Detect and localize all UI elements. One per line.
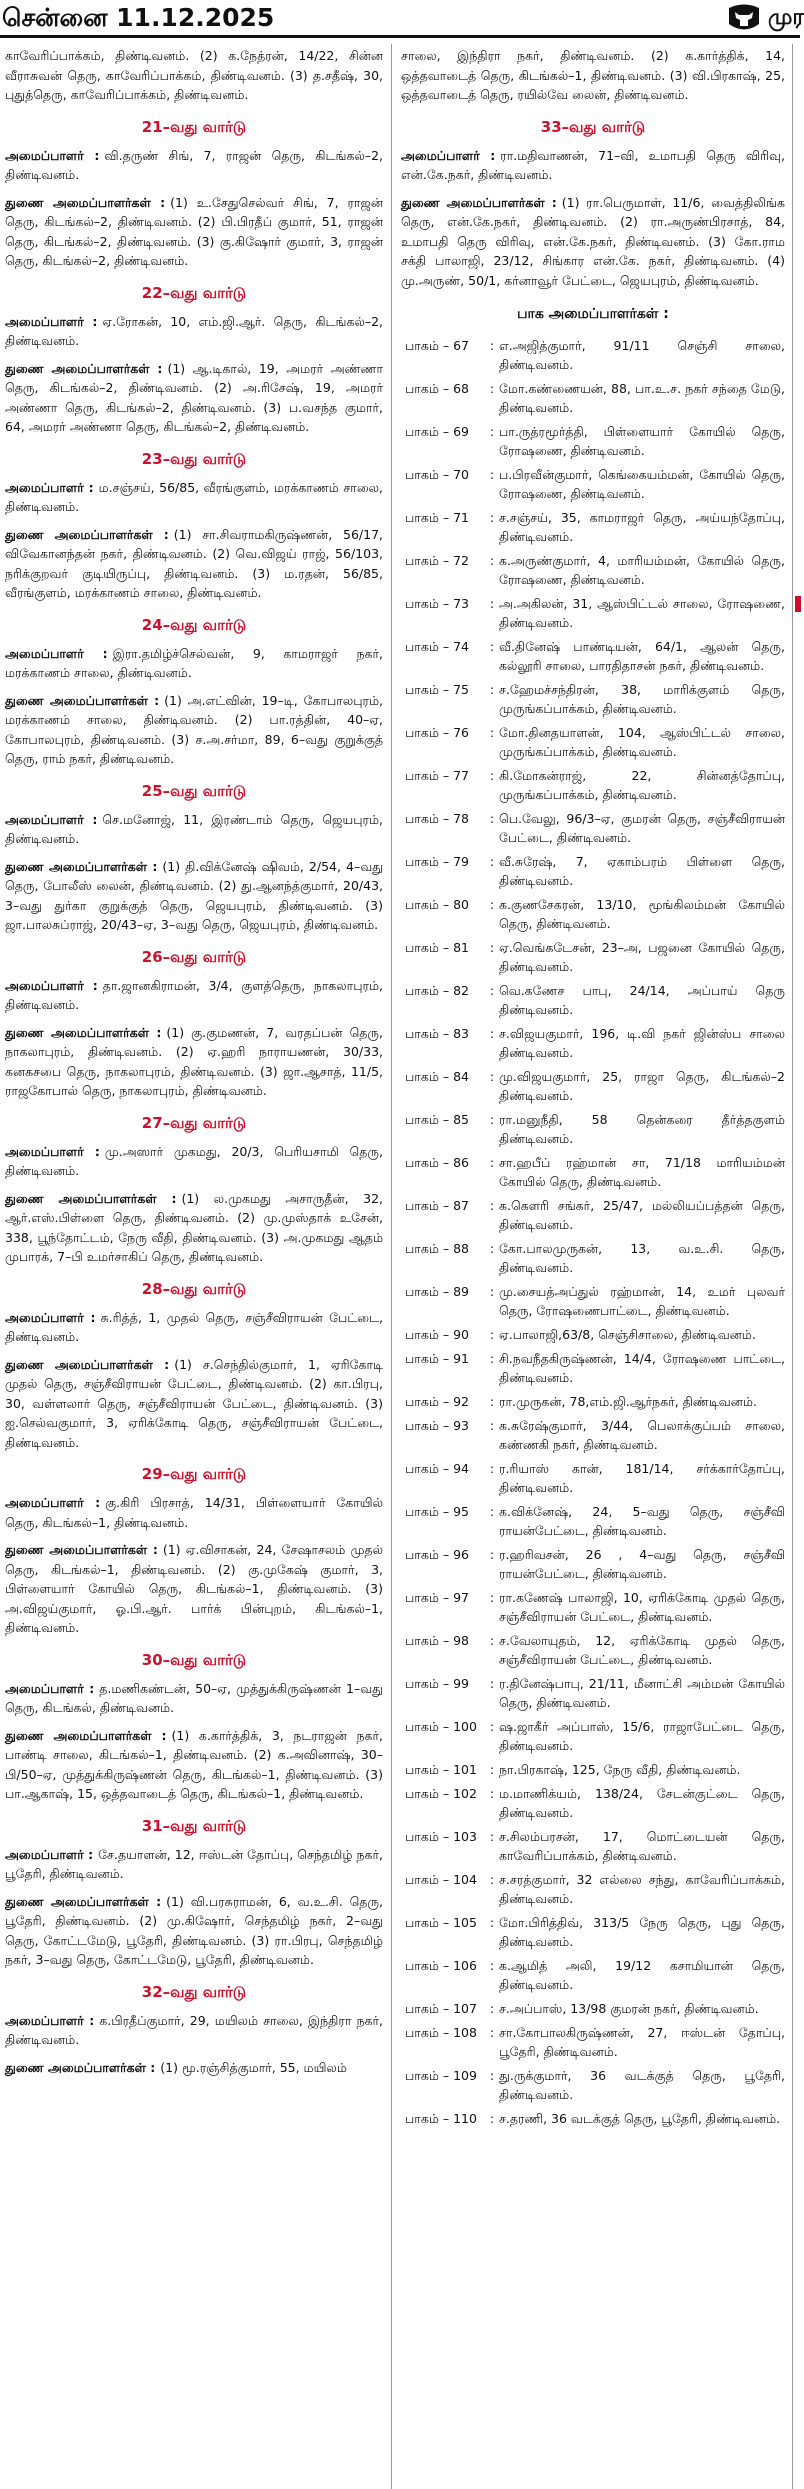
ward-deputies <box>5 359 383 437</box>
ward-block <box>5 1279 383 1453</box>
booth-row <box>401 1349 785 1387</box>
booth-row <box>401 508 785 546</box>
deputies-text: (1) ச.செந்தில்குமார், 1, ஏரிகோடி முதல் தெரு, சஞ்சீவிராயன் பேட்டை, திண்டிவனம். (2) கா.பிரபு, 30, வள்ளலார் தெரு, சஞ்சீவிராயன் பேட்டை, திண்டிவனம். (3) ஐ.செல்வகுமார், 3, ஏரிக்கோடி தெரு, சஞ்சீவிராயன் பேட்டை, திண்டிவனம். <box>5 1356 383 1450</box>
booth-organizer-text: ம.மாணிக்யம், 138/24, சேடன்குட்டை தெரு, திண்டிவனம். <box>499 1786 785 1820</box>
ward-organizer <box>5 1679 383 1718</box>
booth-organizer-text: வீ.தினேஷ் பாண்டியன், 64/1, ஆலன் தெரு, கல்லூரி சாலை, பாரதிதாசன் நகர், திண்டிவனம். <box>499 639 785 673</box>
booth-number: பாகம் – 81 <box>405 940 469 955</box>
booth-organizer-text: மு.விஜயகுமார், 25, ராஜா தெரு, கிடங்கல்–2 திண்டிவனம். <box>499 1069 785 1103</box>
booth-organizer-text: மோ.பிரித்திவ், 313/5 நேரு தெரு, புது தெரு, திண்டிவனம். <box>499 1915 785 1949</box>
booth-row <box>401 594 785 632</box>
booth-separator: : <box>489 1676 495 1691</box>
booth-separator: : <box>489 1394 495 1409</box>
booth-row <box>401 637 785 675</box>
booth-row <box>401 1827 785 1865</box>
booth-row <box>401 1913 785 1951</box>
ward-block <box>5 1113 383 1267</box>
deputies-label: துணை அமைப்பாளர்கள் : <box>5 2059 156 2075</box>
booth-number: பாகம் – 87 <box>405 1198 469 1213</box>
ward-block <box>5 1650 383 1804</box>
deputies-text: (1) உ.சேதுசெல்வர் சிங், 7, ராஜன் தெரு, கிடங்கல்–2, திண்டிவனம். (2) பி.பிரதீப் குமார், 51, ராஜன் தெரு, கிடங்கல்–2, திண்டிவனம். (3) கு.கிஷோர் குமார், 3, ராஜன் தெரு, கிடங்கல்–2, திண்டிவனம். <box>5 194 383 268</box>
booth-separator: : <box>489 2111 495 2126</box>
organizer-label: அமைப்பாளர் : <box>5 977 98 993</box>
ward-organizer <box>5 976 383 1015</box>
booth-row <box>401 1717 785 1755</box>
booth-number: பாகம் – 98 <box>405 1633 469 1648</box>
booth-separator: : <box>489 1547 495 1562</box>
booth-row <box>401 1502 785 1540</box>
booth-organizer-text: ச.வேலாயுதம், 12, ஏரிக்கோடி முதல் தெரு, சஞ்சீவிராயன் பேட்டை, திண்டிவனம். <box>499 1633 785 1667</box>
booth-organizer-text: மு.சையத்அப்துல் ரஹ்மான், 14, உமர் புலவர் தெரு, ரோஷணைபாட்டை, திண்டிவனம். <box>499 1284 785 1318</box>
booth-separator: : <box>489 2025 495 2040</box>
booth-number: பாகம் – 104 <box>405 1872 477 1887</box>
booth-organizer-text: எ.அஜித்குமார், 91/11 செஞ்சி சாலை, திண்டிவனம். <box>499 338 785 372</box>
booth-separator: : <box>489 596 495 611</box>
booth-organizer-text: சா.கோபாலகிருஷ்ணன், 27, ஈஸ்டன் தோப்பு, பூதேரி, திண்டிவனம். <box>499 2025 785 2059</box>
booth-number: பாகம் – 110 <box>405 2111 477 2126</box>
booth-separator: : <box>489 338 495 353</box>
booth-number: பாகம் – 91 <box>405 1351 469 1366</box>
booth-organizer-text: நா.பிரகாஷ், 125, நேரு வீதி, திண்டிவனம். <box>499 1762 741 1777</box>
organizer-text: ம.சஞ்சய், 56/85, வீரங்குளம், மரக்காணம் சாலை, திண்டிவனம். <box>5 479 384 514</box>
deputies-label: துணை அமைப்பாளர்கள் : <box>5 360 163 376</box>
booth-number: பாகம் – 72 <box>405 553 469 568</box>
ward-deputies <box>5 1726 383 1804</box>
booth-separator: : <box>489 854 495 869</box>
booth-row <box>401 1674 785 1712</box>
booth-row <box>401 1153 785 1191</box>
organizer-text: மு.அஸார் முகமது, 20/3, பெரியசாமி தெரு, திண்டிவனம். <box>5 1143 383 1178</box>
city-date: சென்னை 11.12.2025 <box>2 3 275 32</box>
ward-block <box>5 117 383 271</box>
booth-organizer-text: ச.சரத்குமார், 32 எல்லை சந்து, காவேரிப்பாக்கம், திண்டிவனம். <box>499 1872 785 1906</box>
booth-organizer-text: கோ.பாலமுருகன், 13, வ.உ.சி. தெரு, திண்டிவனம். <box>499 1241 785 1275</box>
booth-row <box>401 1392 785 1411</box>
booth-number: பாகம் – 102 <box>405 1786 477 1801</box>
booth-organizer-text: ச.சஞ்சய், 35, காமராஜர் தெரு, அய்யந்தோப்பு, திண்டிவனம். <box>499 510 785 544</box>
booth-number: பாகம் – 94 <box>405 1461 469 1476</box>
booth-row <box>401 680 785 718</box>
booth-number: பாகம் – 80 <box>405 897 469 912</box>
organizer-text: த.மணிகண்டன், 50–ஏ, முத்துக்கிருஷ்ணன் 1–வது தெரு, கிடங்கல், திண்டிவனம். <box>5 1680 383 1715</box>
ward-block <box>401 117 785 291</box>
ward-organizer <box>5 1493 383 1532</box>
ward-heading: 21–வது வார்டு <box>141 117 247 136</box>
organizer-label: அமைப்பாளர் : <box>5 1143 100 1159</box>
booth-number: பாகம் – 76 <box>405 725 469 740</box>
booth-separator: : <box>489 1829 495 1844</box>
ward-deputies <box>5 857 383 935</box>
booth-row <box>401 1784 785 1822</box>
booth-row <box>401 422 785 460</box>
booth-number: பாகம் – 73 <box>405 596 469 611</box>
ward-deputies <box>401 193 785 291</box>
booth-number: பாகம் – 74 <box>405 639 469 654</box>
continued-text: காவேரிப்பாக்கம், திண்டிவனம். (2) க.நேத்ரன், 14/22, சின்ன வீராசுவன் தெரு, காவேரிப்பாக்கம், திண்டிவனம். (3) த.சதீஷ், 30, புதுத்தெரு, காவேரிப்பாக்கம், திண்டிவனம். <box>5 48 383 102</box>
booth-separator: : <box>489 1786 495 1801</box>
ward-block <box>5 615 383 769</box>
booth-separator: : <box>489 639 495 654</box>
booth-row <box>401 1631 785 1669</box>
ward-block <box>5 947 383 1101</box>
booth-row <box>401 981 785 1019</box>
organizer-text: செ.மனோஜ், 11, இரண்டாம் தெரு, ஜெயபுரம், திண்டிவனம். <box>5 811 383 846</box>
booth-organizer-text: பெ.வேலு, 96/3–ஏ, குமரன் தெரு, சஞ்சீவிராயன் பேட்டை, திண்டிவனம். <box>499 811 785 845</box>
booth-separator: : <box>489 1461 495 1476</box>
booth-organizer-text: ச.விஜயகுமார், 196, டி.வி நகர் ஜின்ஸ்ப சாலை திண்டிவனம். <box>499 1026 785 1060</box>
booth-organizer-text: ஷ.ஜாகீர் அப்பாஸ், 15/6, ராஜாபேட்டை தெரு, திண்டிவனம். <box>499 1719 785 1753</box>
booth-number: பாகம் – 96 <box>405 1547 469 1562</box>
booth-organizer-text: ச.தரணி, 36 வடக்குத் தெரு, பூதேரி, திண்டிவனம். <box>499 2111 781 2126</box>
booth-row <box>401 1325 785 1344</box>
booth-organizer-text: கி.மோகன்ராஜ், 22, சின்னத்தோப்பு, முருங்கப்பாக்கம், திண்டிவனம். <box>499 768 785 802</box>
ward-heading: 24–வது வார்டு <box>141 615 247 634</box>
ward-deputies <box>5 691 383 769</box>
booth-separator: : <box>489 682 495 697</box>
booth-separator: : <box>489 1026 495 1041</box>
ward-organizer <box>5 2011 383 2050</box>
deputies-label: துணை அமைப்பாளர்கள் : <box>5 1727 167 1743</box>
ward-block <box>5 1816 383 1970</box>
booth-row <box>401 2066 785 2104</box>
booth-row <box>401 1024 785 1062</box>
booth-organizer-text: து.ருக்குமார், 36 வடக்குத் தெரு, பூதேரி, திண்டிவனம். <box>499 2068 785 2102</box>
organizer-label: அமைப்பாளர் : <box>5 313 98 329</box>
ward-deputies <box>5 1540 383 1638</box>
deputies-text: (1) தி.விக்னேஷ் ஷிவம், 2/54, 4–வது தெரு, போலீஸ் லைன், திண்டிவனம். (2) து.ஆனந்த்குமார், 20/43, 3–வது துர்கா குறுக்குத் தெரு, ஜெயபுரம், திண்டிவனம். (3) ஜா.பாலசுப்ராஜ், 20/43–ஏ, 3–வது தெரு, ஜெயபுரம், திண்டிவனம். <box>5 858 384 932</box>
right-column <box>401 46 785 2486</box>
deputies-label: துணை அமைப்பாளர்கள் : <box>5 526 169 542</box>
booth-number: பாகம் – 107 <box>405 2001 477 2016</box>
booth-organizer-text: மோ.கண்ணையன், 88, பா.உ.ச. நகர் சந்தை மேடு, திண்டிவனம். <box>499 381 785 415</box>
booth-separator: : <box>489 725 495 740</box>
organizer-text: சே.தயாளன், 12, ஈஸ்டன் தோப்பு, செந்தமிழ் நகர், பூதேரி, திண்டிவனம். <box>5 1846 384 1881</box>
organizer-label: அமைப்பாளர் : <box>5 1309 96 1325</box>
ward-heading: 28–வது வார்டு <box>141 1279 247 1298</box>
deputies-label: துணை அமைப்பாளர்கள் : <box>5 858 158 874</box>
booth-row <box>401 1110 785 1148</box>
booth-number: பாகம் – 103 <box>405 1829 477 1844</box>
booth-organizer-text: ச.ஹேமச்சந்திரன், 38, மாரிக்குளம் தெரு, முருங்கப்பாக்கம், திண்டிவனம். <box>499 682 785 716</box>
booth-number: பாகம் – 90 <box>405 1327 469 1342</box>
booth-row <box>401 1545 785 1583</box>
organizer-text: ஏ.ரோகன், 10, எம்.ஜி.ஆர். தெரு, கிடங்கல்–2, திண்டிவனம். <box>5 313 384 348</box>
deputies-text: (1) ரா.பெருமாள், 11/6, வைத்திலிங்க தெரு, என்.கே.நகர், திண்டிவனம். (2) ரா.அருண்பிரசாத், 84, உமாபதி தெரு விரிவு, என்.கே.நகர், திண்டிவனம். (3) கோ.ராம சக்தி பாலாஜி, 23/12, சிங்கார என்.கே. நகர், திண்டிவனம். (4) மு.அருண், 50/1, கர்னாவூர் பேட்டை, ஜெயபுரம், திண்டிவனம். <box>401 194 785 288</box>
booth-organizer-text: க.கௌரி சங்கர், 25/47, மல்லியப்பத்தன் தெரு, திண்டிவனம். <box>499 1198 785 1232</box>
booth-separator: : <box>489 1915 495 1930</box>
ward-organizer <box>5 644 383 683</box>
organizer-label: அமைப்பாளர் : <box>5 645 108 661</box>
booth-separator: : <box>489 1112 495 1127</box>
booth-row <box>401 1956 785 1994</box>
organizer-text: வி.தருண் சிங், 7, ராஜன் தெரு, கிடங்கல்–2, திண்டிவனம். <box>5 147 383 182</box>
ward-organizer <box>5 810 383 849</box>
deputies-text: (1) அ.எட்வின், 19–டி, கோபாலபுரம், மரக்காணம் சாலை, திண்டிவனம். (2) பா.ரத்தின், 40–ஏ, கோபாலபுரம், திண்டிவனம். (3) ச.அ.சர்மா, 89, 6–வது குறுக்குத் தெரு, ராம் நகர், திண்டிவனம். <box>5 692 383 766</box>
deputies-text: (1) மூ.ரஞ்சித்குமார், 55, மயிலம் <box>160 2059 347 2075</box>
booth-organizer-text: ச.சிலம்பரசன், 17, மொட்டையன் தெரு, காவேரிப்பாக்கம், திண்டிவனம். <box>499 1829 785 1863</box>
organizer-label: அமைப்பாளர் : <box>5 479 94 495</box>
booth-row <box>401 1239 785 1277</box>
booth-number: பாகம் – 69 <box>405 424 469 439</box>
red-marker <box>795 596 801 612</box>
booth-row <box>401 895 785 933</box>
booth-row <box>401 1999 785 2018</box>
booth-separator: : <box>489 1590 495 1605</box>
booth-number: பாகம் – 70 <box>405 467 469 482</box>
booth-number: பாகம் – 101 <box>405 1762 477 1777</box>
booth-row <box>401 938 785 976</box>
booth-organizer-text: அ.அகிலன், 31, ஆஸ்பிட்டல் சாலை, ரோஷணை, திண்டிவனம். <box>499 596 785 630</box>
organizer-text: தா.ஜானகிராமன், 3/4, குளத்தெரு, நாகலாபுரம், திண்டிவனம். <box>5 977 384 1012</box>
booth-separator: : <box>489 1958 495 1973</box>
booth-organizer-text: ர.தினேஷ்பாபு, 21/11, மீனாட்சி அம்மன் கோயில் தெரு, திண்டிவனம். <box>499 1676 785 1710</box>
masthead-bar <box>0 0 804 38</box>
booth-organizer-text: ரா.முருகன், 78,எம்.ஜி.ஆர்நகர், திண்டிவனம். <box>499 1394 757 1409</box>
booth-separator: : <box>489 2001 495 2016</box>
booth-separator: : <box>489 1069 495 1084</box>
booth-row <box>401 852 785 890</box>
organizer-text: இரா.தமிழ்ச்செல்வன், 9, காமராஜர் நகர், மரக்காணம் சாலை, திண்டிவனம். <box>5 645 383 680</box>
booth-row <box>401 336 785 374</box>
booth-number: பாகம் – 88 <box>405 1241 469 1256</box>
booth-organizer-text: வீ.சுரேஷ், 7, ஏகாம்பரம் பிள்ளை தெரு, திண்டிவனம். <box>499 854 785 888</box>
booth-row <box>401 1870 785 1908</box>
booth-organizer-text: க.விக்னேஷ், 24, 5–வது தெரு, சஞ்சீவி ராயன்பேட்டை, திண்டிவனம். <box>499 1504 785 1538</box>
booth-row <box>401 465 785 503</box>
organizer-label: அமைப்பாளர் : <box>5 811 98 827</box>
booth-separator: : <box>489 1504 495 1519</box>
ward-heading: 33–வது வார்டு <box>540 117 646 136</box>
deputies-label: துணை அமைப்பாளர்கள் : <box>5 692 160 708</box>
deputies-label: துணை அமைப்பாளர்கள் : <box>5 194 166 210</box>
ward-heading: 30–வது வார்டு <box>141 1650 247 1669</box>
organizer-label: அமைப்பாளர் : <box>401 147 496 163</box>
booth-separator: : <box>489 553 495 568</box>
deputies-label: துணை அமைப்பாளர்கள் : <box>5 1190 177 1206</box>
ward-organizer <box>5 1142 383 1181</box>
booth-number: பாகம் – 77 <box>405 768 469 783</box>
ward-deputies <box>5 193 383 271</box>
ward-heading: 32–வது வார்டு <box>141 1982 247 2001</box>
booth-number: பாகம் – 71 <box>405 510 469 525</box>
booth-number: பாகம் – 99 <box>405 1676 469 1691</box>
ward-block <box>5 283 383 437</box>
organizer-text: க.பிரதீப்குமார், 29, மயிலம் சாலை, இந்திரா நகர், திண்டிவனம். <box>5 2012 384 2047</box>
adjacent-column-edge <box>792 44 800 2489</box>
booth-organizer-text: ரா.மனுநீதி, 58 தென்கரை தீர்த்தகுளம் திண்டிவனம். <box>499 1112 785 1146</box>
ward-heading: 22–வது வார்டு <box>141 283 247 302</box>
ward-organizer <box>401 146 785 185</box>
ward-heading: 23–வது வார்டு <box>141 449 247 468</box>
column-divider <box>391 44 392 2489</box>
bull-emblem-icon <box>726 3 762 33</box>
booth-organizer-text: ர.ரியாஸ் கான், 181/14, சர்க்கார்தோப்பு, திண்டிவனம். <box>499 1461 785 1495</box>
deputies-text: (1) சா.சிவராமகிருஷ்ணன், 56/17, விவேகானந்தன் நகர், திண்டிவனம். (2) வெ.விஜய் ராஜ், 56/103, நரிக்குறவர் குடியிருப்பு, திண்டிவனம். (3) ம.ரதன், 56/85, வீரங்குளம், மரக்காணம் சாலை, திண்டிவனம். <box>5 526 383 600</box>
booth-separator: : <box>489 2068 495 2083</box>
booth-organizer-text: சா.ஹபீப் ரஹ்மான் சா, 71/18 மாரியம்மன் கோயில் தெரு, திண்டிவனம். <box>499 1155 785 1189</box>
ward-deputies <box>5 1892 383 1970</box>
ward-block <box>5 449 383 603</box>
booth-row <box>401 551 785 589</box>
booth-separator: : <box>489 1872 495 1887</box>
ward-organizer <box>5 1845 383 1884</box>
booth-separator: : <box>489 1351 495 1366</box>
ward-list <box>5 117 383 2078</box>
booth-separator: : <box>489 1284 495 1299</box>
ward-deputies <box>5 1355 383 1453</box>
booth-number: பாகம் – 89 <box>405 1284 469 1299</box>
deputies-text: (1) க.கார்த்திக், 3, நடராஜன் நகர், பாண்டி சாலை, கிடங்கல்–1, திண்டிவனம். (2) க.அவினாஷ், 30–பி/50–ஏ, முத்துக்கிருஷ்ணன் தெரு, கிடங்கல்–1, திண்டிவனம். (3) பா.ஆகாஷ், 15, ஒத்தவாடைத் தெரு, கிடங்கல்–1, திண்டிவனம். <box>5 1727 383 1801</box>
booth-row <box>401 1760 785 1779</box>
ward-deputies <box>5 2058 383 2078</box>
booth-organizer-text: ஏ.பாலாஜி,63/8, செஞ்சிசாலை, திண்டிவனம். <box>499 1327 756 1342</box>
booth-separator: : <box>489 897 495 912</box>
booth-number: பாகம் – 85 <box>405 1112 469 1127</box>
booth-number: பாகம் – 105 <box>405 1915 477 1930</box>
organizer-label: அமைப்பாளர் : <box>5 1680 95 1696</box>
booth-number: பாகம் – 109 <box>405 2068 477 2083</box>
deputies-label: துணை அமைப்பாளர்கள் : <box>5 1024 162 1040</box>
booth-organizer-text: ரா.கணேஷ் பாலாஜி, 10, ஏரிக்கோடி முதல் தெரு, சஞ்சீவிராயன் பேட்டை, திண்டிவனம். <box>499 1590 785 1624</box>
booth-number: பாகம் – 67 <box>405 338 469 353</box>
booth-separator: : <box>489 381 495 396</box>
booth-number: பாகம் – 68 <box>405 381 469 396</box>
booth-separator: : <box>489 811 495 826</box>
ward-organizer <box>5 146 383 185</box>
booth-organizer-text: க.சுரேஷ்குமார், 3/44, பெலாக்குப்பம் சாலை, கண்ணகி நகர், திண்டிவனம். <box>499 1418 785 1452</box>
booth-number: பாகம் – 79 <box>405 854 469 869</box>
booth-row <box>401 1588 785 1626</box>
organizer-label: அமைப்பாளர் : <box>5 147 100 163</box>
booth-organizer-text: சி.நவநீதகிருஷ்ணன், 14/4, ரோஷணை பாட்டை, திண்டிவனம். <box>499 1351 785 1385</box>
booth-separator: : <box>489 467 495 482</box>
booth-separator: : <box>489 1418 495 1433</box>
organizer-text: கு.கிரி பிரசாத், 14/31, பிள்ளையார் கோயில் தெரு, கிடங்கல்–1, திண்டிவனம். <box>5 1495 383 1530</box>
booth-number: பாகம் – 93 <box>405 1418 469 1433</box>
ward-organizer <box>5 478 383 517</box>
booth-number: பாகம் – 82 <box>405 983 469 998</box>
booth-number: பாகம் – 97 <box>405 1590 469 1605</box>
booth-separator: : <box>489 1327 495 1342</box>
ward-heading: 25–வது வார்டு <box>141 781 247 800</box>
ward-heading: 27–வது வார்டு <box>141 1113 247 1132</box>
deputies-label: துணை அமைப்பாளர்கள் : <box>5 1893 162 1909</box>
ward-heading: 29–வது வார்டு <box>141 1465 247 1483</box>
booth-separator: : <box>489 1719 495 1734</box>
booth-separator: : <box>489 1762 495 1777</box>
booth-separator: : <box>489 940 495 955</box>
organizer-label: அமைப்பாளர் : <box>5 1846 94 1862</box>
booth-row <box>401 766 785 804</box>
deputies-text: (1) ல.முகமது அசாருதீன், 32, ஆர்.எஸ்.பிள்ளை தெரு, திண்டிவனம். (2) மு.முஸ்தாக் உசேன், 338, பூந்தோட்டம், நேரு வீதி, திண்டிவனம். (3) அ.முகமது ஆதம் முபாரக், 7–பி உமர்சாகிப் தெரு, திண்டிவனம். <box>5 1190 383 1264</box>
ward-heading: 26–வது வார்டு <box>141 947 247 966</box>
booth-number: பாகம் – 95 <box>405 1504 469 1519</box>
deputies-text: (1) ஆ.டிகால், 19, அமரர் அண்ணா தெரு, கிடங்கல்–2, திண்டிவனம். (2) அ.ரிசேஷ், 19, அமரர் அண்ணா தெரு, கிடங்கல்–2, திண்டிவனம். (3) ப.வசந்த குமார், 64, அமரர் அண்ணா தெரு, கிடங்கல்–2, திண்டிவனம். <box>5 360 383 434</box>
booth-separator: : <box>489 510 495 525</box>
booth-row <box>401 723 785 761</box>
booth-row <box>401 2109 785 2128</box>
booth-organizer-text: வெ.கணேச பாபு, 24/14, அப்பாய் தெரு திண்டிவனம். <box>499 983 785 1017</box>
booth-organizer-text: ச.அப்பாஸ், 13/98 குமரன் நகர், திண்டிவனம். <box>499 2001 759 2016</box>
booth-number: பாகம் – 83 <box>405 1026 469 1041</box>
deputies-text: (1) கு.குமணன், 7, வரதப்பன் தெரு, நாகலாபுரம், திண்டிவனம். (2) ஏ.ஹரி நாராயணன், 30/33, கனகசபை தெரு, நாகலாபுரம், திண்டிவனம். (3) ஜா.ஆசாத், 11/5, ராஜகோபால் தெரு, நாகலாபுரம், திண்டிவனம். <box>5 1024 383 1098</box>
booth-organizer-text: பா.ருத்ரமூர்த்தி, பிள்ளையார் கோயில் தெரு, ரோஷணை, திண்டிவனம். <box>499 424 785 458</box>
booth-separator: : <box>489 1633 495 1648</box>
ward-block <box>5 1464 383 1638</box>
deputies-label: துணை அமைப்பாளர்கள் : <box>5 1356 170 1372</box>
continued-text: சாலை, இந்திரா நகர், திண்டிவனம். (2) க.கார்த்திக், 14, ஒத்தவாடைத் தெரு, கிடங்கல்–1, திண்டிவனம். (3) வி.பிரகாஷ், 25, ஒத்தவாடைத் தெரு, ரயில்வே லைன், திண்டிவனம். <box>401 48 785 102</box>
booth-separator: : <box>489 1241 495 1256</box>
booth-separator: : <box>489 424 495 439</box>
ward-deputies <box>5 1023 383 1101</box>
organizer-label: அமைப்பாளர் : <box>5 2012 95 2028</box>
booth-row <box>401 379 785 417</box>
ward-heading: 31–வது வார்டு <box>141 1816 247 1835</box>
booth-number: பாகம் – 78 <box>405 811 469 826</box>
booth-row <box>401 809 785 847</box>
booth-number: பாகம் – 75 <box>405 682 469 697</box>
organizer-text: ரா.மதிவாணன், 71–வி, உமாபதி தெரு விரிவு, என்.கே.நகர், திண்டிவனம். <box>401 147 785 182</box>
deputies-label: துணை அமைப்பாளர்கள் : <box>401 194 557 210</box>
booth-row <box>401 1459 785 1497</box>
booth-separator: : <box>489 1198 495 1213</box>
booth-row <box>401 1196 785 1234</box>
booth-organizer-text: ர.ஹரிவசன், 26 , 4–வது தெரு, சஞ்சீவி ராயன்பேட்டை, திண்டிவனம். <box>499 1547 785 1581</box>
ward-organizer <box>5 312 383 351</box>
masthead-title: முர <box>768 5 804 30</box>
booth-organizer-text: க.அருண்குமார், 4, மாரியம்மன், கோயில் தெரு, ரோஷணை, திண்டிவனம். <box>499 553 785 587</box>
booth-number: பாகம் – 100 <box>405 1719 477 1734</box>
booth-organizers-heading: பாக அமைப்பாளர்கள் : <box>517 306 669 322</box>
booth-separator: : <box>489 983 495 998</box>
deputies-text: (1) வி.பரசுராமன், 6, வ.உ.சி. தெரு, பூதேரி, திண்டிவனம். (2) மு.கிஷோர், செந்தமிழ் நகர், 2–வது தெரு, கோட்டமேடு, பூதேரி, திண்டிவனம். (3) ரா.பிரபு, செந்தமிழ் நகர், 3–வது தெரு, கோட்டமேடு, பூதேரி, திண்டிவனம். <box>5 1893 383 1967</box>
booth-organizer-text: க.ஆமித் அலி, 19/12 கசாமியான் தெரு, திண்டிவனம். <box>499 1958 785 1992</box>
booth-organizer-text: ப.பிரவீன்குமார், கெங்கையம்மன், கோயில் தெரு, ரோஷணை, திண்டிவனம். <box>499 467 785 501</box>
booth-row <box>401 1282 785 1320</box>
booth-number: பாகம் – 86 <box>405 1155 469 1170</box>
booth-number: பாகம் – 84 <box>405 1069 469 1084</box>
booth-number: பாகம் – 92 <box>405 1394 469 1409</box>
deputies-text: (1) ஏ.விசாகன், 24, சேஷாசலம் முதல் தெரு, கிடங்கல்–1, திண்டிவனம். (2) கு.முகேஷ் குமார், 3, பிள்ளையார் கோயில் தெரு, கிடங்கல்–1, திண்டிவனம். (3) அ.விஜய்குமார், ஓ.பி.ஆர். பார்க் பின்புறம், கிடங்கல்–1, திண்டிவனம். <box>5 1542 383 1635</box>
ward-organizer <box>5 1308 383 1347</box>
booth-organizer-text: ஏ.வெங்கடேசன், 23–அ, பஜனை கோயில் தெரு, திண்டிவனம். <box>499 940 785 974</box>
organizer-label: அமைப்பாளர் : <box>5 1495 101 1510</box>
booth-separator: : <box>489 768 495 783</box>
booth-number: பாகம் – 108 <box>405 2025 477 2040</box>
booth-row <box>401 1416 785 1454</box>
organizer-text: சு.ரித்த், 1, முதல் தெரு, சஞ்சீவிராயன் பேட்டை, திண்டிவனம். <box>5 1309 383 1344</box>
ward-block <box>5 781 383 935</box>
booth-organizer-text: மோ.தினதயாளன், 104, ஆஸ்பிட்டல் சாலை, முருங்கப்பாக்கம், திண்டிவனம். <box>499 725 785 759</box>
ward-block <box>5 1982 383 2078</box>
booth-row <box>401 1067 785 1105</box>
left-column <box>5 46 383 2486</box>
booth-list <box>401 336 785 2128</box>
bull-emblem-graphic <box>726 3 762 33</box>
ward-deputies <box>5 1189 383 1267</box>
booth-row <box>401 2023 785 2061</box>
booth-number: பாகம் – 106 <box>405 1958 477 1973</box>
deputies-label: துணை அமைப்பாளர்கள் : <box>5 1542 158 1557</box>
booth-organizer-text: க.குணசேகரன், 13/10, மூங்கிலம்மன் கோயில் தெரு, திண்டிவனம். <box>499 897 785 931</box>
booth-separator: : <box>489 1155 495 1170</box>
ward-deputies <box>5 525 383 603</box>
